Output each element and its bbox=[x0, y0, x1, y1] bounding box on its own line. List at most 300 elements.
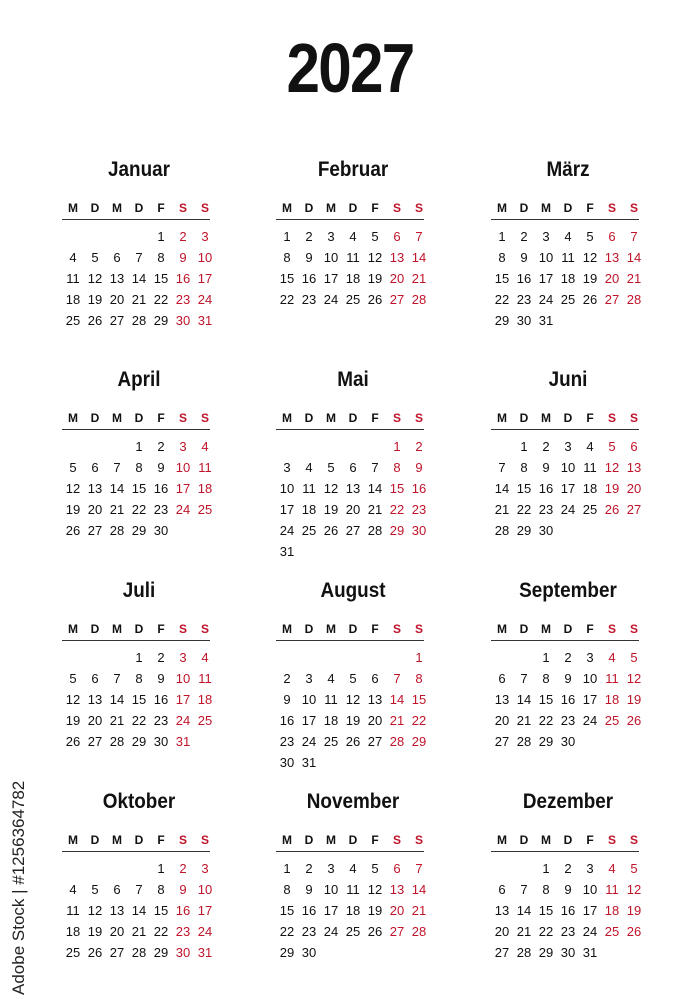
weekday-label: F bbox=[371, 833, 379, 847]
day-cell: 17 bbox=[197, 271, 213, 286]
day-cell: 18 bbox=[301, 502, 317, 517]
day-cell: 4 bbox=[69, 882, 77, 897]
empty-cell bbox=[513, 647, 535, 668]
day-cell: 29 bbox=[279, 945, 295, 960]
day-cell: 9 bbox=[305, 250, 313, 265]
day-grid bbox=[62, 436, 216, 541]
day-cell: 9 bbox=[564, 671, 572, 686]
day-cell: 15 bbox=[131, 692, 147, 707]
day-cell: 1 bbox=[283, 229, 291, 244]
day-cell: 31 bbox=[538, 313, 554, 328]
weekday-label: S bbox=[178, 411, 187, 425]
day-cell: 20 bbox=[87, 502, 103, 517]
day-cell: 12 bbox=[367, 882, 383, 897]
weekday-header bbox=[276, 618, 430, 640]
day-cell: 13 bbox=[626, 460, 642, 475]
month-september bbox=[491, 576, 645, 752]
day-cell: 15 bbox=[279, 271, 295, 286]
day-cell: 3 bbox=[179, 650, 187, 665]
day-cell: 10 bbox=[197, 250, 213, 265]
empty-cell bbox=[62, 226, 84, 247]
day-cell: 12 bbox=[582, 250, 598, 265]
day-cell: 22 bbox=[389, 502, 405, 517]
day-cell: 29 bbox=[516, 523, 532, 538]
day-cell: 3 bbox=[327, 229, 335, 244]
day-cell: 29 bbox=[131, 523, 147, 538]
weekday-label: D bbox=[304, 833, 314, 847]
day-cell: 31 bbox=[197, 945, 213, 960]
day-cell: 19 bbox=[87, 924, 103, 939]
day-cell: 8 bbox=[498, 250, 506, 265]
weekday-label: D bbox=[563, 411, 573, 425]
day-cell: 29 bbox=[411, 734, 427, 749]
day-cell: 26 bbox=[367, 292, 383, 307]
day-cell: 7 bbox=[630, 229, 638, 244]
day-cell: 8 bbox=[415, 671, 423, 686]
day-cell: 1 bbox=[157, 229, 165, 244]
empty-cell bbox=[62, 647, 84, 668]
day-cell: 5 bbox=[69, 460, 77, 475]
day-cell: 26 bbox=[604, 502, 620, 517]
day-cell: 10 bbox=[175, 671, 191, 686]
day-cell: 5 bbox=[327, 460, 335, 475]
day-cell: 28 bbox=[516, 734, 532, 749]
day-cell: 14 bbox=[389, 692, 405, 707]
day-cell: 25 bbox=[197, 502, 213, 517]
empty-cell bbox=[84, 226, 106, 247]
day-grid bbox=[491, 647, 645, 752]
day-cell: 17 bbox=[582, 903, 598, 918]
day-cell: 17 bbox=[279, 502, 295, 517]
month-januar bbox=[62, 155, 216, 331]
day-cell: 29 bbox=[389, 523, 405, 538]
day-cell: 26 bbox=[87, 313, 103, 328]
weekday-label: F bbox=[586, 833, 594, 847]
month-name: Juni bbox=[548, 368, 588, 391]
day-cell: 8 bbox=[393, 460, 401, 475]
day-cell: 5 bbox=[630, 861, 638, 876]
day-cell: 22 bbox=[131, 502, 147, 517]
day-cell: 12 bbox=[626, 671, 642, 686]
weekday-label: S bbox=[629, 201, 638, 215]
day-cell: 7 bbox=[135, 882, 143, 897]
weekday-label: D bbox=[519, 833, 529, 847]
day-cell: 27 bbox=[604, 292, 620, 307]
month-dezember bbox=[491, 787, 645, 963]
day-cell: 9 bbox=[305, 882, 313, 897]
day-cell: 22 bbox=[279, 292, 295, 307]
day-cell: 28 bbox=[367, 523, 383, 538]
day-cell: 15 bbox=[538, 903, 554, 918]
day-cell: 9 bbox=[520, 250, 528, 265]
weekday-label: D bbox=[134, 833, 144, 847]
day-cell: 29 bbox=[538, 945, 554, 960]
day-cell: 19 bbox=[367, 271, 383, 286]
day-cell: 10 bbox=[301, 692, 317, 707]
day-cell: 11 bbox=[198, 460, 212, 475]
day-cell: 23 bbox=[175, 924, 191, 939]
day-cell: 15 bbox=[131, 481, 147, 496]
day-cell: 14 bbox=[411, 882, 427, 897]
day-cell: 28 bbox=[109, 523, 125, 538]
weekday-header bbox=[276, 407, 430, 429]
day-cell: 2 bbox=[564, 861, 572, 876]
day-cell: 3 bbox=[305, 671, 313, 686]
day-cell: 28 bbox=[389, 734, 405, 749]
day-cell: 1 bbox=[415, 650, 423, 665]
day-cell: 2 bbox=[520, 229, 528, 244]
day-cell: 12 bbox=[65, 481, 81, 496]
day-cell: 19 bbox=[626, 903, 642, 918]
day-cell: 4 bbox=[201, 439, 209, 454]
weekday-label: M bbox=[112, 201, 122, 215]
day-cell: 19 bbox=[323, 502, 339, 517]
weekday-label: S bbox=[392, 411, 401, 425]
day-cell: 24 bbox=[582, 924, 598, 939]
day-cell: 28 bbox=[131, 313, 147, 328]
day-cell: 16 bbox=[411, 481, 427, 496]
day-cell: 10 bbox=[538, 250, 554, 265]
day-cell: 6 bbox=[91, 460, 99, 475]
weekday-label: D bbox=[134, 622, 144, 636]
day-cell: 3 bbox=[586, 650, 594, 665]
day-cell: 19 bbox=[65, 713, 81, 728]
day-cell: 21 bbox=[109, 502, 125, 517]
header-divider bbox=[62, 640, 210, 641]
day-cell: 28 bbox=[494, 523, 510, 538]
weekday-label: M bbox=[112, 622, 122, 636]
day-cell: 17 bbox=[560, 481, 576, 496]
day-cell: 29 bbox=[494, 313, 510, 328]
day-cell: 24 bbox=[538, 292, 554, 307]
weekday-label: F bbox=[157, 411, 165, 425]
day-cell: 31 bbox=[175, 734, 191, 749]
day-cell: 1 bbox=[498, 229, 506, 244]
weekday-label: F bbox=[157, 201, 165, 215]
weekday-label: S bbox=[178, 622, 187, 636]
day-cell: 23 bbox=[560, 924, 576, 939]
day-cell: 15 bbox=[153, 903, 169, 918]
day-cell: 25 bbox=[65, 313, 81, 328]
day-cell: 1 bbox=[542, 650, 550, 665]
day-cell: 17 bbox=[323, 271, 339, 286]
day-cell: 25 bbox=[301, 523, 317, 538]
month-juli bbox=[62, 576, 216, 752]
day-cell: 26 bbox=[367, 924, 383, 939]
day-cell: 22 bbox=[279, 924, 295, 939]
month-februar bbox=[276, 155, 430, 310]
empty-cell bbox=[298, 647, 320, 668]
header-divider bbox=[491, 851, 639, 852]
day-cell: 14 bbox=[367, 481, 383, 496]
weekday-label: S bbox=[414, 411, 423, 425]
day-cell: 9 bbox=[157, 460, 165, 475]
header-divider bbox=[276, 429, 424, 430]
day-cell: 2 bbox=[415, 439, 423, 454]
day-cell: 26 bbox=[65, 523, 81, 538]
empty-cell bbox=[513, 858, 535, 879]
day-cell: 1 bbox=[283, 861, 291, 876]
header-divider bbox=[491, 219, 639, 220]
day-cell: 25 bbox=[560, 292, 576, 307]
day-cell: 5 bbox=[371, 861, 379, 876]
day-cell: 31 bbox=[582, 945, 598, 960]
day-cell: 29 bbox=[538, 734, 554, 749]
day-cell: 27 bbox=[87, 734, 103, 749]
month-name: Januar bbox=[108, 158, 170, 181]
day-cell: 18 bbox=[65, 292, 81, 307]
weekday-label: S bbox=[414, 833, 423, 847]
day-cell: 20 bbox=[494, 924, 510, 939]
empty-cell bbox=[491, 647, 513, 668]
day-cell: 16 bbox=[560, 903, 576, 918]
day-cell: 4 bbox=[349, 861, 357, 876]
day-cell: 13 bbox=[87, 481, 103, 496]
day-cell: 29 bbox=[131, 734, 147, 749]
weekday-label: M bbox=[541, 833, 551, 847]
day-cell: 18 bbox=[197, 481, 213, 496]
day-cell: 9 bbox=[415, 460, 423, 475]
weekday-label: F bbox=[586, 622, 594, 636]
day-cell: 23 bbox=[175, 292, 191, 307]
month-name: August bbox=[320, 579, 386, 602]
day-cell: 22 bbox=[494, 292, 510, 307]
day-cell: 22 bbox=[153, 924, 169, 939]
day-cell: 21 bbox=[131, 924, 147, 939]
day-cell: 5 bbox=[630, 650, 638, 665]
day-cell: 25 bbox=[65, 945, 81, 960]
day-cell: 11 bbox=[66, 903, 80, 918]
day-cell: 23 bbox=[538, 502, 554, 517]
day-cell: 24 bbox=[582, 713, 598, 728]
day-cell: 1 bbox=[135, 439, 143, 454]
day-cell: 14 bbox=[626, 250, 642, 265]
month-august bbox=[276, 576, 430, 773]
weekday-label: F bbox=[157, 622, 165, 636]
day-cell: 12 bbox=[65, 692, 81, 707]
day-cell: 11 bbox=[346, 250, 360, 265]
day-cell: 15 bbox=[538, 692, 554, 707]
day-cell: 23 bbox=[301, 292, 317, 307]
day-cell: 3 bbox=[542, 229, 550, 244]
day-cell: 4 bbox=[327, 671, 335, 686]
weekday-label: D bbox=[90, 622, 100, 636]
day-cell: 2 bbox=[157, 439, 165, 454]
day-cell: 16 bbox=[279, 713, 295, 728]
empty-cell bbox=[106, 647, 128, 668]
day-cell: 12 bbox=[87, 903, 103, 918]
day-cell: 1 bbox=[520, 439, 528, 454]
day-cell: 21 bbox=[494, 502, 510, 517]
day-cell: 28 bbox=[411, 924, 427, 939]
day-cell: 6 bbox=[91, 671, 99, 686]
day-grid bbox=[62, 647, 216, 752]
day-cell: 31 bbox=[197, 313, 213, 328]
day-cell: 6 bbox=[371, 671, 379, 686]
weekday-header bbox=[276, 829, 430, 851]
day-cell: 13 bbox=[494, 903, 510, 918]
month-november bbox=[276, 787, 430, 963]
day-cell: 24 bbox=[197, 292, 213, 307]
weekday-label: M bbox=[68, 201, 78, 215]
weekday-label: S bbox=[607, 201, 616, 215]
day-cell: 19 bbox=[87, 292, 103, 307]
weekday-label: D bbox=[519, 411, 529, 425]
day-cell: 20 bbox=[109, 292, 125, 307]
day-cell: 30 bbox=[175, 945, 191, 960]
day-cell: 7 bbox=[498, 460, 506, 475]
day-cell: 6 bbox=[393, 229, 401, 244]
empty-cell bbox=[62, 436, 84, 457]
day-cell: 26 bbox=[65, 734, 81, 749]
day-cell: 17 bbox=[582, 692, 598, 707]
weekday-label: D bbox=[134, 411, 144, 425]
day-cell: 8 bbox=[135, 460, 143, 475]
day-cell: 16 bbox=[175, 271, 191, 286]
day-cell: 19 bbox=[626, 692, 642, 707]
day-cell: 26 bbox=[345, 734, 361, 749]
month-name: Dezember bbox=[522, 790, 614, 813]
weekday-label: S bbox=[200, 411, 209, 425]
empty-cell bbox=[491, 858, 513, 879]
weekday-label: D bbox=[563, 201, 573, 215]
day-cell: 19 bbox=[345, 713, 361, 728]
day-cell: 2 bbox=[179, 229, 187, 244]
weekday-label: D bbox=[90, 411, 100, 425]
day-cell: 27 bbox=[494, 734, 510, 749]
day-cell: 11 bbox=[605, 671, 619, 686]
day-cell: 20 bbox=[345, 502, 361, 517]
day-cell: 13 bbox=[109, 903, 125, 918]
weekday-label: S bbox=[392, 622, 401, 636]
weekday-label: M bbox=[326, 833, 336, 847]
weekday-label: S bbox=[607, 411, 616, 425]
day-cell: 24 bbox=[560, 502, 576, 517]
weekday-label: S bbox=[607, 833, 616, 847]
day-cell: 28 bbox=[516, 945, 532, 960]
day-cell: 3 bbox=[201, 861, 209, 876]
month-mai bbox=[276, 365, 430, 562]
empty-cell bbox=[364, 436, 386, 457]
day-cell: 30 bbox=[560, 945, 576, 960]
day-cell: 8 bbox=[135, 671, 143, 686]
day-cell: 21 bbox=[109, 713, 125, 728]
day-cell: 5 bbox=[91, 250, 99, 265]
day-cell: 27 bbox=[345, 523, 361, 538]
day-cell: 6 bbox=[393, 861, 401, 876]
day-cell: 8 bbox=[157, 250, 165, 265]
day-cell: 27 bbox=[494, 945, 510, 960]
day-cell: 16 bbox=[301, 271, 317, 286]
day-cell: 4 bbox=[608, 650, 616, 665]
day-cell: 25 bbox=[345, 924, 361, 939]
empty-cell bbox=[84, 647, 106, 668]
weekday-header bbox=[62, 197, 216, 219]
weekday-header bbox=[491, 618, 645, 640]
month-juni bbox=[491, 365, 645, 541]
weekday-label: M bbox=[282, 201, 292, 215]
day-cell: 21 bbox=[411, 271, 427, 286]
empty-cell bbox=[276, 436, 298, 457]
day-cell: 6 bbox=[349, 460, 357, 475]
weekday-label: M bbox=[497, 833, 507, 847]
weekday-header bbox=[491, 197, 645, 219]
weekday-label: S bbox=[414, 201, 423, 215]
day-cell: 12 bbox=[323, 481, 339, 496]
day-cell: 3 bbox=[564, 439, 572, 454]
day-cell: 6 bbox=[630, 439, 638, 454]
day-cell: 23 bbox=[153, 713, 169, 728]
weekday-label: S bbox=[392, 833, 401, 847]
day-cell: 8 bbox=[542, 882, 550, 897]
weekday-label: D bbox=[563, 622, 573, 636]
day-cell: 9 bbox=[564, 882, 572, 897]
header-divider bbox=[491, 429, 639, 430]
day-cell: 22 bbox=[131, 713, 147, 728]
empty-cell bbox=[62, 858, 84, 879]
day-cell: 11 bbox=[605, 882, 619, 897]
day-cell: 29 bbox=[153, 313, 169, 328]
day-cell: 24 bbox=[323, 924, 339, 939]
day-cell: 15 bbox=[516, 481, 532, 496]
weekday-label: S bbox=[607, 622, 616, 636]
day-cell: 28 bbox=[626, 292, 642, 307]
day-cell: 12 bbox=[367, 250, 383, 265]
day-cell: 25 bbox=[197, 713, 213, 728]
day-cell: 18 bbox=[582, 481, 598, 496]
day-cell: 6 bbox=[608, 229, 616, 244]
empty-cell bbox=[84, 858, 106, 879]
day-cell: 20 bbox=[367, 713, 383, 728]
day-cell: 4 bbox=[201, 650, 209, 665]
day-cell: 14 bbox=[131, 271, 147, 286]
weekday-label: S bbox=[629, 622, 638, 636]
day-cell: 12 bbox=[87, 271, 103, 286]
day-cell: 14 bbox=[109, 481, 125, 496]
day-cell: 4 bbox=[349, 229, 357, 244]
empty-cell bbox=[276, 647, 298, 668]
day-grid bbox=[62, 226, 216, 331]
weekday-label: M bbox=[497, 411, 507, 425]
day-cell: 11 bbox=[324, 692, 338, 707]
day-cell: 22 bbox=[411, 713, 427, 728]
day-cell: 26 bbox=[582, 292, 598, 307]
day-cell: 27 bbox=[109, 313, 125, 328]
day-cell: 8 bbox=[283, 250, 291, 265]
day-cell: 8 bbox=[542, 671, 550, 686]
day-cell: 7 bbox=[520, 671, 528, 686]
day-cell: 24 bbox=[301, 734, 317, 749]
day-cell: 17 bbox=[175, 692, 191, 707]
weekday-label: D bbox=[519, 622, 529, 636]
month-name: März bbox=[546, 158, 590, 181]
day-cell: 17 bbox=[197, 903, 213, 918]
month-name: September bbox=[519, 579, 617, 602]
header-divider bbox=[276, 640, 424, 641]
empty-cell bbox=[106, 226, 128, 247]
weekday-label: S bbox=[629, 411, 638, 425]
weekday-label: M bbox=[68, 411, 78, 425]
header-divider bbox=[491, 640, 639, 641]
header-divider bbox=[276, 851, 424, 852]
day-cell: 14 bbox=[109, 692, 125, 707]
day-cell: 14 bbox=[516, 903, 532, 918]
day-cell: 27 bbox=[367, 734, 383, 749]
weekday-label: F bbox=[586, 411, 594, 425]
month-name: Juli bbox=[122, 579, 156, 602]
month-april bbox=[62, 365, 216, 541]
day-cell: 30 bbox=[153, 734, 169, 749]
